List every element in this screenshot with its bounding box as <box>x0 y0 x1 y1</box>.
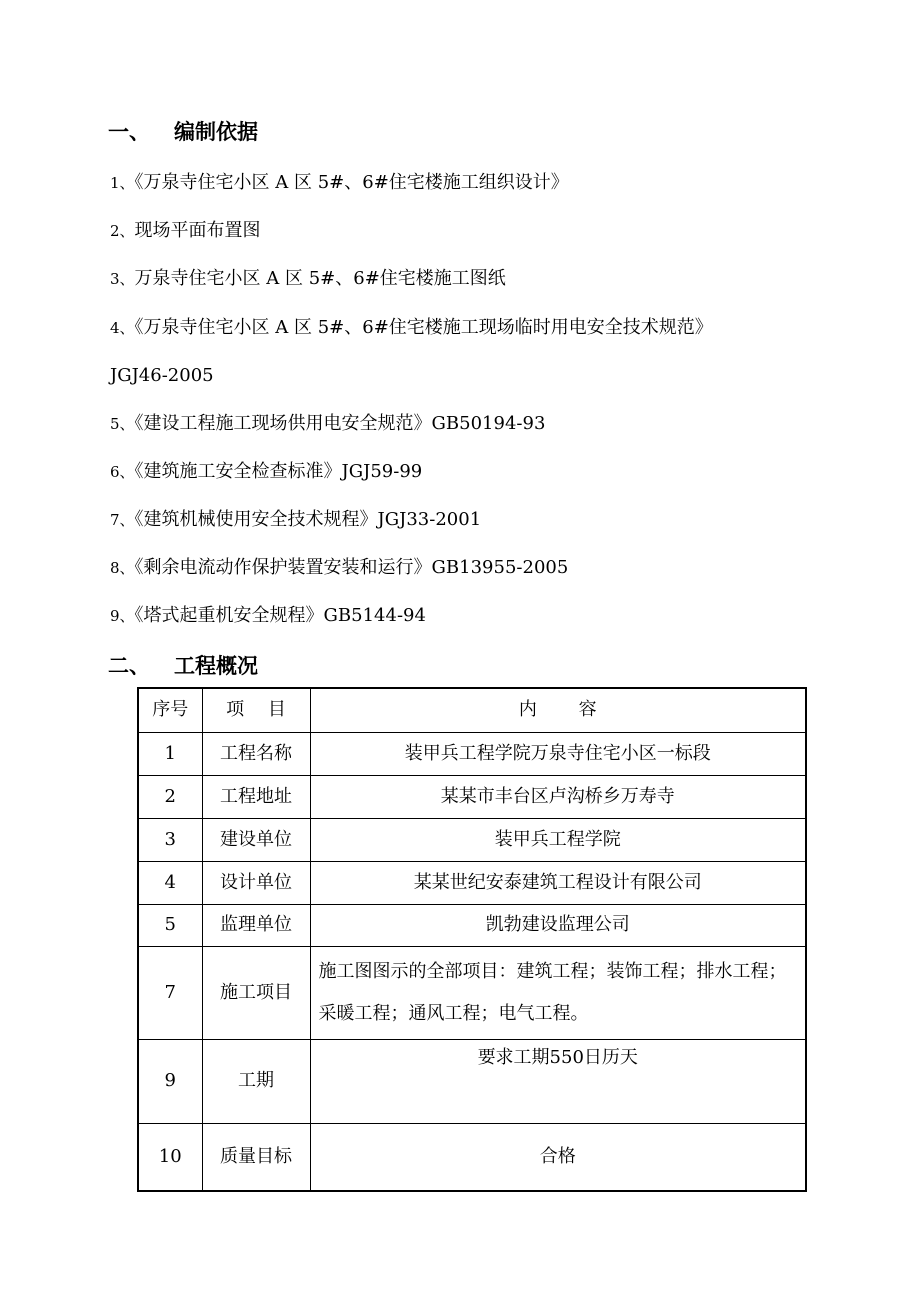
basis-index: 5、 <box>110 415 135 433</box>
cell-item: 设计单位 <box>202 861 310 904</box>
cell-item: 工程地址 <box>202 775 310 818</box>
basis-index: 7、 <box>110 511 135 529</box>
basis-item <box>110 315 713 341</box>
basis-text: 《塔式起重机安全规程》GB5144-94 <box>134 605 426 626</box>
table-header-row <box>138 688 806 732</box>
cell-no: 1 <box>138 732 202 775</box>
section-title: 编制依据 <box>174 120 258 144</box>
table-row <box>138 818 806 861</box>
basis-item <box>110 459 422 485</box>
cell-no: 10 <box>138 1123 202 1191</box>
basis-item <box>110 411 545 437</box>
basis-item <box>110 218 261 244</box>
header-cell-content: 内 容 <box>310 688 806 732</box>
section-title: 工程概况 <box>174 654 258 678</box>
cell-no: 5 <box>138 904 202 946</box>
table-row <box>138 946 806 1039</box>
header-cell-no: 序号 <box>138 688 202 732</box>
table-row <box>138 1123 806 1191</box>
basis-text: JGJ46-2005 <box>110 365 214 386</box>
cell-item: 施工项目 <box>202 946 310 1039</box>
basis-text: 万泉寺住宅小区 A 区 5#、6#住宅楼施工图纸 <box>134 268 506 289</box>
section-number: 二、 <box>108 654 150 678</box>
basis-item <box>110 266 506 292</box>
table-row <box>138 904 806 946</box>
section-number: 一、 <box>108 120 150 144</box>
basis-text: 《万泉寺住宅小区 A 区 5#、6#住宅楼施工现场临时用电安全技术规范》 <box>134 317 713 338</box>
cell-content: 装甲兵工程学院万泉寺住宅小区一标段 <box>310 732 806 775</box>
section-heading-basis <box>108 118 258 146</box>
basis-index: 3、 <box>110 270 135 288</box>
table-row <box>138 732 806 775</box>
cell-item: 工期 <box>202 1039 310 1123</box>
cell-no: 4 <box>138 861 202 904</box>
cell-item: 工程名称 <box>202 732 310 775</box>
cell-no: 9 <box>138 1039 202 1123</box>
cell-no: 7 <box>138 946 202 1039</box>
cell-content: 凯勃建设监理公司 <box>310 904 806 946</box>
basis-index: 8、 <box>110 559 135 577</box>
cell-no: 3 <box>138 818 202 861</box>
basis-item <box>110 555 568 581</box>
table-row <box>138 861 806 904</box>
table-row <box>138 775 806 818</box>
cell-content: 合格 <box>310 1123 806 1191</box>
basis-index: 1、 <box>110 174 135 192</box>
table-row <box>138 1039 806 1123</box>
cell-item: 建设单位 <box>202 818 310 861</box>
basis-text: 《建筑机械使用安全技术规程》JGJ33-2001 <box>134 509 482 530</box>
basis-index: 6、 <box>110 463 135 481</box>
basis-item <box>110 170 569 196</box>
basis-index: 9、 <box>110 607 135 625</box>
cell-no: 2 <box>138 775 202 818</box>
cell-item: 质量目标 <box>202 1123 310 1191</box>
header-cell-item: 项 目 <box>202 688 310 732</box>
basis-text: 《剩余电流动作保护装置安装和运行》GB13955-2005 <box>134 557 569 578</box>
cell-item: 监理单位 <box>202 904 310 946</box>
basis-text: 《建筑施工安全检查标准》JGJ59-99 <box>134 461 423 482</box>
basis-item <box>110 603 426 629</box>
cell-content: 要求工期550日历天 <box>310 1039 806 1123</box>
basis-text: 《万泉寺住宅小区 A 区 5#、6#住宅楼施工组织设计》 <box>134 172 569 193</box>
cell-content: 施工图图示的全部项目：建筑工程；装饰工程；排水工程；采暖工程；通风工程；电气工程。 <box>310 946 806 1039</box>
cell-content: 某某市丰台区卢沟桥乡万寿寺 <box>310 775 806 818</box>
cell-content: 装甲兵工程学院 <box>310 818 806 861</box>
basis-text: 现场平面布置图 <box>134 220 261 241</box>
basis-item <box>110 507 481 533</box>
basis-item-continuation <box>110 363 214 389</box>
basis-text: 《建设工程施工现场供用电安全规范》GB50194-93 <box>134 413 546 434</box>
project-overview-table <box>137 687 807 1192</box>
section-heading-overview <box>108 652 258 680</box>
cell-content: 某某世纪安泰建筑工程设计有限公司 <box>310 861 806 904</box>
basis-index: 2、 <box>110 222 135 240</box>
basis-index: 4、 <box>110 319 135 337</box>
